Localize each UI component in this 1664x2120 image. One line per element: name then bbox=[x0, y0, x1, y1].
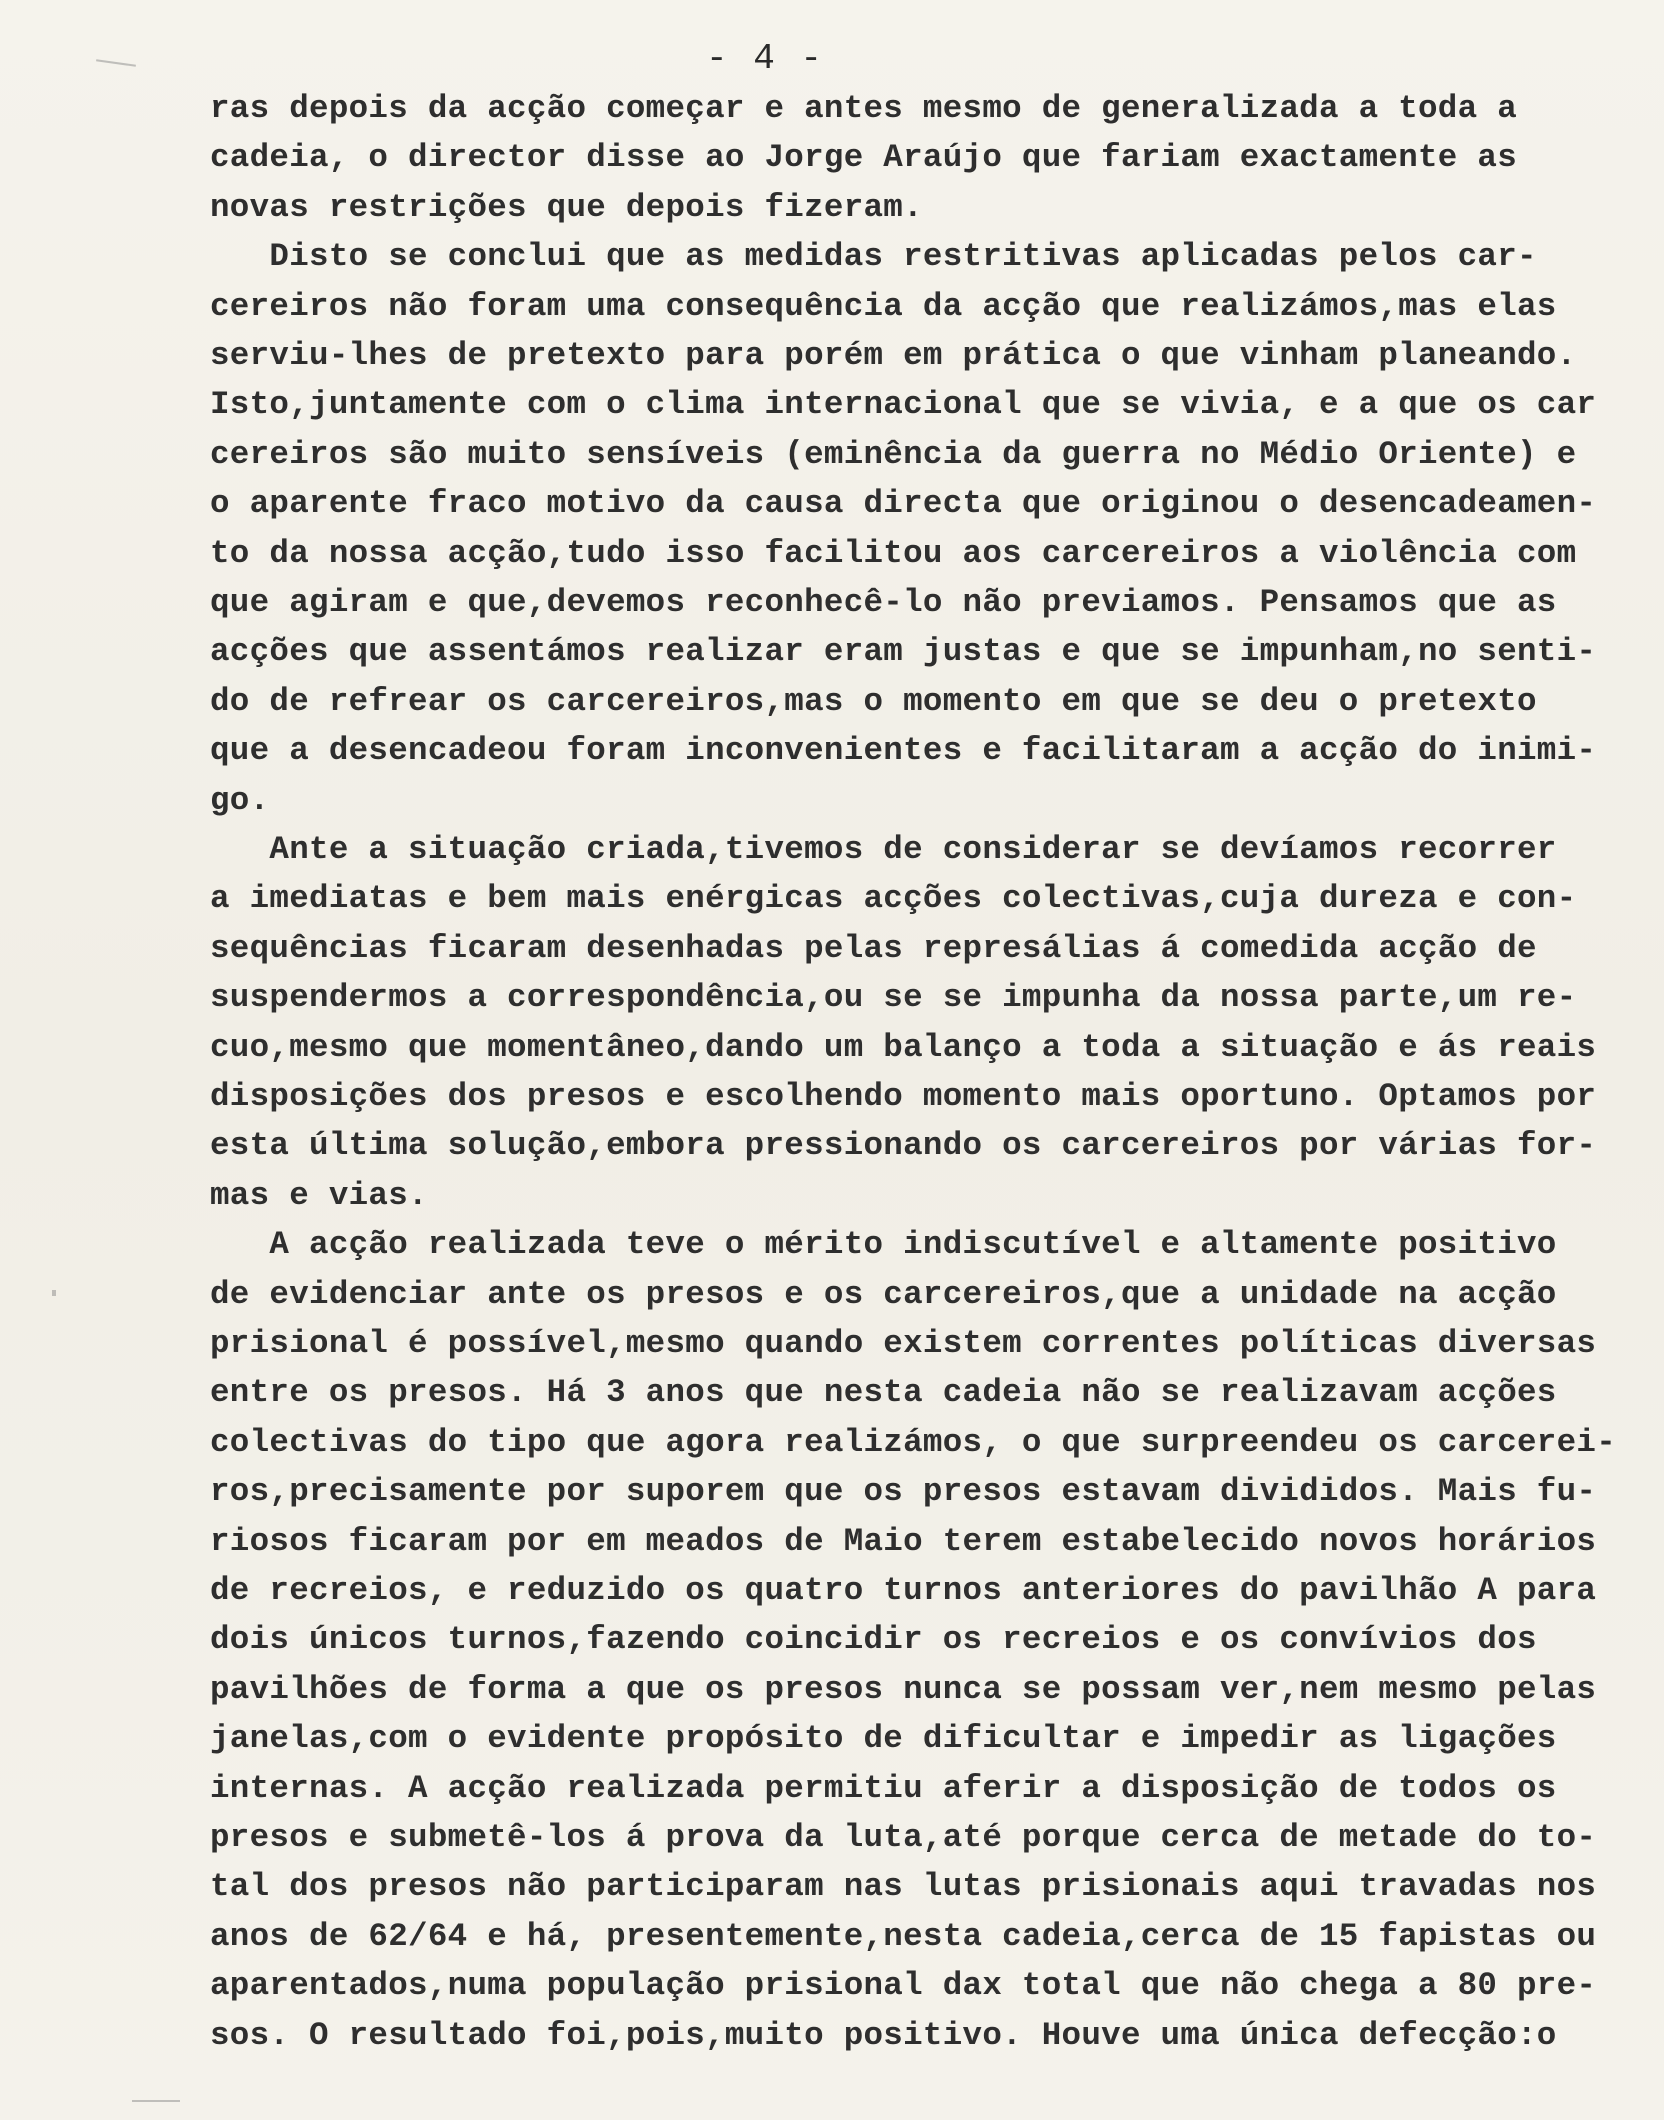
text-line: janelas,com o evidente propósito de dificultar e impedir as ligações bbox=[210, 1720, 1557, 1758]
text-line: ros,precisamente por suporem que os presos estavam divididos. Mais fu- bbox=[210, 1473, 1597, 1511]
text-line: de evidenciar ante os presos e os carcereiros,que a unidade na acção bbox=[210, 1275, 1557, 1313]
text-line: aparentados,numa população prisional dax total que não chega a 80 pre- bbox=[210, 1967, 1597, 2005]
text-line: to da nossa acção,tudo isso facilitou aos carcereiros a violência com bbox=[210, 534, 1577, 572]
text-line: do de refrear os carcereiros,mas o momento em que se deu o pretexto bbox=[210, 682, 1537, 720]
text-line: Disto se conclui que as medidas restritivas aplicadas pelos car- bbox=[210, 238, 1537, 276]
text-line: riosos ficaram por em meados de Maio terem estabelecido novos horários bbox=[210, 1522, 1597, 1560]
text-line: sequências ficaram desenhadas pelas represálias á comedida acção de bbox=[210, 929, 1537, 967]
text-line: anos de 62/64 e há, presentemente,nesta cadeia,cerca de 15 fapistas ou bbox=[210, 1917, 1597, 1955]
text-line: que a desencadeou foram inconvenientes e facilitaram a acção do inimi- bbox=[210, 732, 1597, 770]
stray-pen-mark-bottom bbox=[132, 2100, 180, 2102]
text-line: A acção realizada teve o mérito indiscutível e altamente positivo bbox=[210, 1226, 1557, 1264]
text-line: cadeia, o director disse ao Jorge Araújo que fariam exactamente as bbox=[210, 139, 1518, 177]
text-line: go. bbox=[210, 781, 270, 819]
text-line: dois únicos turnos,fazendo coincidir os recreios e os convívios dos bbox=[210, 1621, 1537, 1659]
text-line: presos e submetê-los á prova da luta,até porque cerca de metade do to- bbox=[210, 1819, 1597, 1856]
text-line: disposições dos presos e escolhendo momento mais oportuno. Optamos por bbox=[210, 1078, 1597, 1115]
text-line: esta última solução,embora pressionando os carcereiros por várias for- bbox=[210, 1127, 1597, 1165]
page-number: - 4 - bbox=[705, 38, 825, 79]
text-line: sos. O resultado foi,pois,muito positivo. Houve uma única defecção:o bbox=[210, 2016, 1557, 2054]
text-line: cereiros não foram uma consequência da acção que realizámos,mas elas bbox=[210, 287, 1557, 325]
text-line: entre os presos. Há 3 anos que nesta cadeia não se realizavam acções bbox=[210, 1374, 1557, 1412]
text-line: o aparente fraco motivo da causa directa que originou o desencadeamen- bbox=[210, 485, 1597, 523]
text-line: colectivas do tipo que agora realizámos, o que surpreendeu os carcerei- bbox=[210, 1423, 1617, 1461]
text-line: prisional é possível,mesmo quando existem correntes políticas diversas bbox=[210, 1325, 1597, 1362]
text-line: acções que assentámos realizar eram justas e que se impunham,no senti- bbox=[210, 633, 1597, 671]
text-line: de recreios, e reduzido os quatro turnos anteriores do pavilhão A para bbox=[210, 1572, 1597, 1609]
text-line: tal dos presos não participaram nas lutas prisionais aqui travadas nos bbox=[210, 1868, 1597, 1906]
text-line: internas. A acção realizada permitiu aferir a disposição de todos os bbox=[210, 1769, 1557, 1807]
text-line: que agiram e que,devemos reconhecê-lo não previamos. Pensamos que as bbox=[210, 584, 1557, 621]
text-line: Ante a situação criada,tivemos de considerar se devíamos recorrer bbox=[210, 831, 1557, 868]
text-line: Isto,juntamente com o clima internacional que se vivia, e a que os car bbox=[210, 386, 1597, 424]
text-line: novas restrições que depois fizeram. bbox=[210, 188, 923, 226]
stray-pen-mark-left bbox=[52, 1290, 56, 1296]
text-line: suspendermos a correspondência,ou se se impunha da nossa parte,um re- bbox=[210, 979, 1577, 1017]
text-line: a imediatas e bem mais enérgicas acções colectivas,cuja dureza e con- bbox=[210, 880, 1577, 918]
text-line: mas e vias. bbox=[210, 1176, 428, 1214]
text-line: pavilhões de forma a que os presos nunca se possam ver,nem mesmo pelas bbox=[210, 1670, 1597, 1708]
text-line: cuo,mesmo que momentâneo,dando um balanço a toda a situação e ás reais bbox=[210, 1028, 1597, 1066]
text-line: serviu-lhes de pretexto para porém em prática o que vinham planeando. bbox=[210, 337, 1577, 374]
text-line: ras depois da acção começar e antes mesmo de generalizada a toda a bbox=[210, 90, 1518, 127]
text-line: cereiros são muito sensíveis (eminência da guerra no Médio Oriente) e bbox=[210, 435, 1577, 473]
